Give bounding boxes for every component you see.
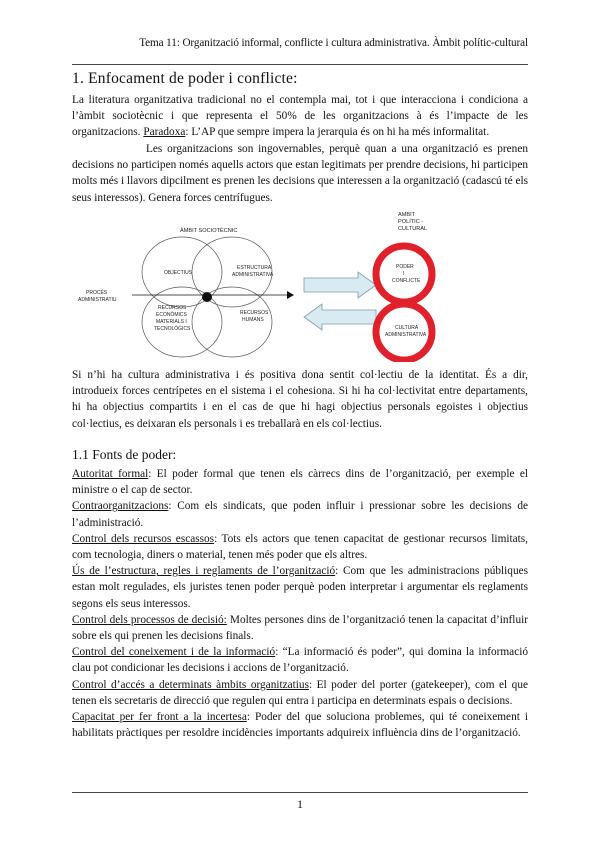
power-source-item: Capacitat per fer front a la incertesa: Poder del que soluciona problemes, qui té coneixement i habilitats pràctiques per resoldre incidències importants adquireix influència dins de l’organització. [72, 711, 528, 740]
sources-of-power-list [72, 466, 528, 741]
svg-text:ADMINISTRATIVA: ADMINISTRATIVA [385, 332, 427, 338]
footer-rule [72, 792, 528, 793]
svg-text:ADMINISTRATIVA: ADMINISTRATIVA [232, 272, 274, 278]
center-dot [202, 292, 212, 302]
power-conflict-diagram [72, 212, 528, 362]
power-source-item: Control dels recursos escassos: Tots els actors que tenen capacitat de gestionar recursos limitats, com tecnologia, diners o material, tenen més poder que els altres. [72, 532, 529, 562]
process-arrowhead [287, 291, 294, 299]
paragraph-3: Si n’hi ha cultura administrativa i és positiva dona sentit col·lectiu de la identitat. És a dir, introdueix forces centrípetes en el sistema i el cohesiona. Si hi ha col·lectivitat entre departaments, hi ha objectius compartits i en el cas de que hi hagi objectius personals egoistes i objectius col·lectius, es deixaran els personals i es treballarà en els col·lectius. [72, 369, 528, 430]
left-title: ÀMBIT SOCIOTÈCNIC [180, 228, 238, 234]
diagram-svg [72, 212, 528, 362]
section-1-title: 1. Enfocament de poder i conflicte: [72, 70, 298, 87]
svg-text:MATERIALS I: MATERIALS I [156, 319, 187, 325]
svg-text:ADMINISTRATIU: ADMINISTRATIU [78, 297, 117, 303]
svg-text:CULTURAL: CULTURAL [398, 226, 428, 232]
svg-text:CONFLICTE: CONFLICTE [392, 278, 421, 284]
svg-text:RECURSOS: RECURSOS [158, 305, 187, 311]
svg-text:CULTURA: CULTURA [395, 325, 419, 331]
power-source-item: Control dels processos de decisió: Moltes persones dins de l’organització tenen la capacitat d’influir sobre els qui prenen les decisions finals. [72, 613, 528, 643]
page-number: 1 [297, 797, 303, 811]
svg-text:RECURSOS: RECURSOS [240, 310, 269, 316]
header-rule [72, 64, 528, 65]
section-1-1-title: 1.1 Fonts de poder: [72, 447, 177, 462]
power-source-item: Control d’accés a determinats àmbits organitzatius: El poder del porter (gatekeeper), com el que tenen els secretaris de direcció que regulen qui entra i participa en determinats espais o decisions. [72, 678, 528, 707]
paragraph-1: La literatura organitzativa tradicional no el contempla mai, tot i que interacciona i condiciona a l’àmbit sociotècnic i que representa el 50% de les organitzacions à és l’impacte de les organitzacions. Paradoxa: L’AP que sempre impera la jerarquia és on hi ha més informalitat. [72, 94, 528, 139]
svg-text:PODER: PODER [396, 264, 414, 270]
svg-text:TECNOLÒGICS: TECNOLÒGICS [154, 326, 191, 332]
svg-text:ESTRUCTURA: ESTRUCTURA [237, 265, 272, 271]
svg-text:OBJECTIUS: OBJECTIUS [164, 270, 193, 276]
paragraph-2: Les organitzacions son ingovernables, perquè quan a una organització es prenen decisions no participen només aquells actors que estan legitimats per prendre decisions, hi participen molts més i llavors dipcilment es prenen les decisions que interessen a la organització (cadascú té els seus interessos). Genera forces centrífugues. [72, 143, 528, 204]
arrow-right [304, 272, 376, 298]
power-source-item: Autoritat formal: El poder formal que tenen els càrrecs dins de l’organització, per exemple el ministre o el cap de sector. [72, 468, 528, 497]
svg-text:I: I [403, 271, 405, 277]
svg-text:POLÍTIC -: POLÍTIC - [398, 219, 424, 225]
power-source-item: Ús de l’estructura, regles i reglaments de l’organització: Com que les administracions públiques estan molt regulades, els juristes tenen poder perquè poden interpretar i argumentar els reglaments segons els seus interessos. [72, 565, 528, 610]
arrow-left [304, 304, 376, 330]
paradoxa-term: Paradoxa [143, 126, 186, 139]
svg-text:PROCÉS: PROCÉS [86, 290, 108, 296]
svg-text:ECONÒMICS: ECONÒMICS [156, 312, 187, 318]
running-header: Tema 11: Organització informal, conflicte i cultura administrativa. Àmbit polític-cultural [139, 37, 528, 49]
power-source-item: Contraorganitzacions: Com els sindicats, que poden influir i pressionar sobre les decisions de l’administració. [72, 500, 528, 529]
svg-text:HUMANS: HUMANS [242, 317, 264, 323]
svg-text:ÀMBIT: ÀMBIT [398, 212, 416, 218]
power-source-item: Control del coneixement i de la informació: “La informació és poder”, qui domina la informació clau pot condicionar les decisions i accions de l’organització. [72, 646, 528, 675]
